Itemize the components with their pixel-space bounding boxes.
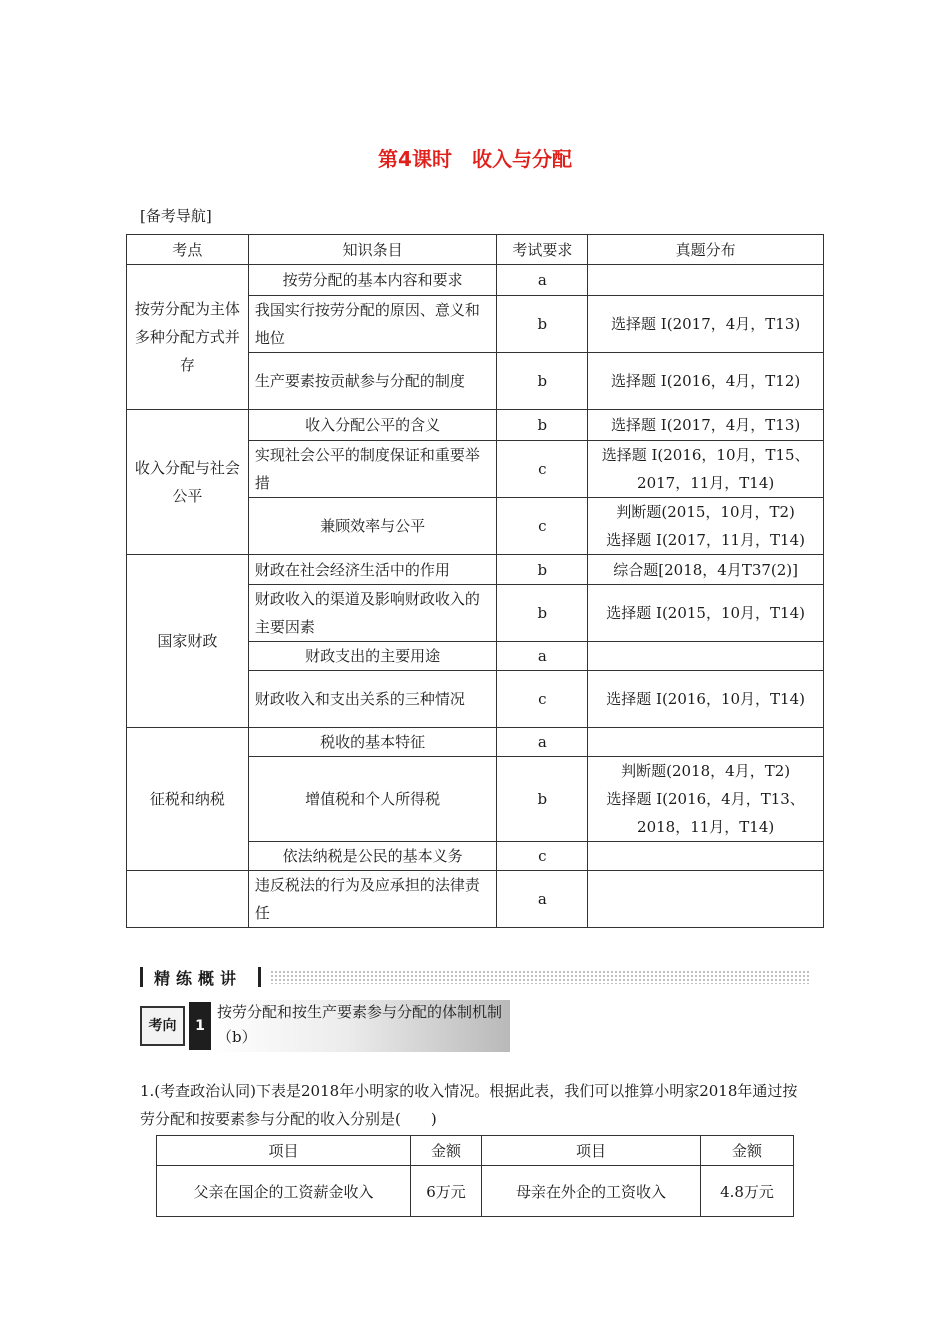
section-header bbox=[140, 966, 810, 988]
distribution-cell: 判断题(2015，10月，T2) 选择题 Ⅰ(2017，11月，T14) bbox=[588, 498, 824, 555]
distribution-cell: 选择题 Ⅰ(2017，4月，T13) bbox=[588, 410, 824, 441]
requirement-cell: b bbox=[497, 410, 588, 441]
distribution-cell: 综合题[2018，4月T37(2)] bbox=[588, 555, 824, 585]
item-cell: 财政收入的渠道及影响财政收入的主要因素 bbox=[248, 585, 497, 642]
topic-cell bbox=[127, 871, 249, 928]
kaoxiang-banner bbox=[140, 1000, 510, 1052]
topic-cell: 按劳分配为主体多种分配方式并存 bbox=[127, 265, 249, 410]
distribution-cell bbox=[588, 871, 824, 928]
requirement-cell: b bbox=[497, 353, 588, 410]
item-cell: 实现社会公平的制度保证和重要举措 bbox=[248, 441, 497, 498]
table-row bbox=[127, 871, 824, 928]
section-divider bbox=[258, 967, 261, 987]
requirement-cell: b bbox=[497, 296, 588, 353]
item-cell: 按劳分配的基本内容和要求 bbox=[248, 265, 497, 296]
distribution-cell: 选择题 Ⅰ(2017，4月，T13) bbox=[588, 296, 824, 353]
nav-label: [备考导航] bbox=[140, 207, 212, 225]
distribution-cell bbox=[588, 842, 824, 871]
distribution-cell bbox=[588, 265, 824, 296]
income-amount-cell: 6万元 bbox=[411, 1166, 482, 1217]
requirement-cell: a bbox=[497, 728, 588, 757]
item-cell: 财政支出的主要用途 bbox=[248, 642, 497, 671]
item-cell: 税收的基本特征 bbox=[248, 728, 497, 757]
topic-cell: 收入分配与社会公平 bbox=[127, 410, 249, 555]
item-cell: 收入分配公平的含义 bbox=[248, 410, 497, 441]
distribution-cell: 选择题 Ⅰ(2016，10月，T15、2017，11月，T14) bbox=[588, 441, 824, 498]
item-cell: 依法纳税是公民的基本义务 bbox=[248, 842, 497, 871]
topic-cell: 征税和纳税 bbox=[127, 728, 249, 871]
header-amount: 金额 bbox=[701, 1136, 794, 1166]
table-row bbox=[127, 410, 824, 441]
requirement-cell: b bbox=[497, 555, 588, 585]
distribution-cell: 选择题 Ⅰ(2016，10月，T14) bbox=[588, 671, 824, 728]
table-row bbox=[127, 555, 824, 585]
kaoxiang-title: 按劳分配和按生产要素参与分配的体制机制（b） bbox=[211, 1000, 510, 1052]
header-distribution: 真题分布 bbox=[588, 235, 824, 265]
kaoxiang-number: 1 bbox=[189, 1002, 211, 1050]
requirement-cell: a bbox=[497, 871, 588, 928]
income-item-cell: 母亲在外企的工资收入 bbox=[482, 1166, 701, 1217]
requirement-cell: a bbox=[497, 642, 588, 671]
distribution-cell bbox=[588, 642, 824, 671]
requirement-cell: a bbox=[497, 265, 588, 296]
exam-guide-table bbox=[126, 234, 824, 928]
header-item: 知识条目 bbox=[248, 235, 497, 265]
requirement-cell: c bbox=[497, 671, 588, 728]
table-row bbox=[157, 1166, 794, 1217]
header-item: 项目 bbox=[482, 1136, 701, 1166]
requirement-cell: b bbox=[497, 757, 588, 842]
item-cell: 兼顾效率与公平 bbox=[248, 498, 497, 555]
table-row bbox=[127, 265, 824, 296]
distribution-cell: 判断题(2018，4月，T2) 选择题 Ⅰ(2016，4月，T13、2018，11月，T14) bbox=[588, 757, 824, 842]
kaoxiang-tag: 考向 bbox=[140, 1006, 185, 1046]
requirement-cell: b bbox=[497, 585, 588, 642]
section-divider bbox=[140, 967, 143, 987]
income-table bbox=[156, 1135, 794, 1217]
topic-cell: 国家财政 bbox=[127, 555, 249, 728]
income-amount-cell: 4.8万元 bbox=[701, 1166, 794, 1217]
requirement-cell: c bbox=[497, 842, 588, 871]
item-cell: 财政在社会经济生活中的作用 bbox=[248, 555, 497, 585]
table-header-row bbox=[127, 235, 824, 265]
header-item: 项目 bbox=[157, 1136, 411, 1166]
requirement-cell: c bbox=[497, 498, 588, 555]
page-title: 第4课时 收入与分配 bbox=[378, 147, 572, 171]
item-cell: 违反税法的行为及应承担的法律责任 bbox=[248, 871, 497, 928]
item-cell: 增值税和个人所得税 bbox=[248, 757, 497, 842]
requirement-cell: c bbox=[497, 441, 588, 498]
distribution-cell: 选择题 Ⅰ(2016，4月，T12) bbox=[588, 353, 824, 410]
income-item-cell: 父亲在国企的工资薪金收入 bbox=[157, 1166, 411, 1217]
question-text: 1.(考查政治认同)下表是2018年小明家的收入情况。根据此表，我们可以推算小明家2018年通过按劳分配和按要素参与分配的收入分别是( ) bbox=[140, 1082, 798, 1128]
item-cell: 财政收入和支出关系的三种情况 bbox=[248, 671, 497, 728]
header-requirement: 考试要求 bbox=[497, 235, 588, 265]
distribution-cell: 选择题 Ⅰ(2015，10月，T14) bbox=[588, 585, 824, 642]
header-amount: 金额 bbox=[411, 1136, 482, 1166]
section-label: 精练概讲 bbox=[154, 969, 243, 988]
item-cell: 我国实行按劳分配的原因、意义和地位 bbox=[248, 296, 497, 353]
dotted-rule bbox=[270, 970, 810, 984]
table-row bbox=[127, 728, 824, 757]
distribution-cell bbox=[588, 728, 824, 757]
item-cell: 生产要素按贡献参与分配的制度 bbox=[248, 353, 497, 410]
table-header-row bbox=[157, 1136, 794, 1166]
header-topic: 考点 bbox=[127, 235, 249, 265]
